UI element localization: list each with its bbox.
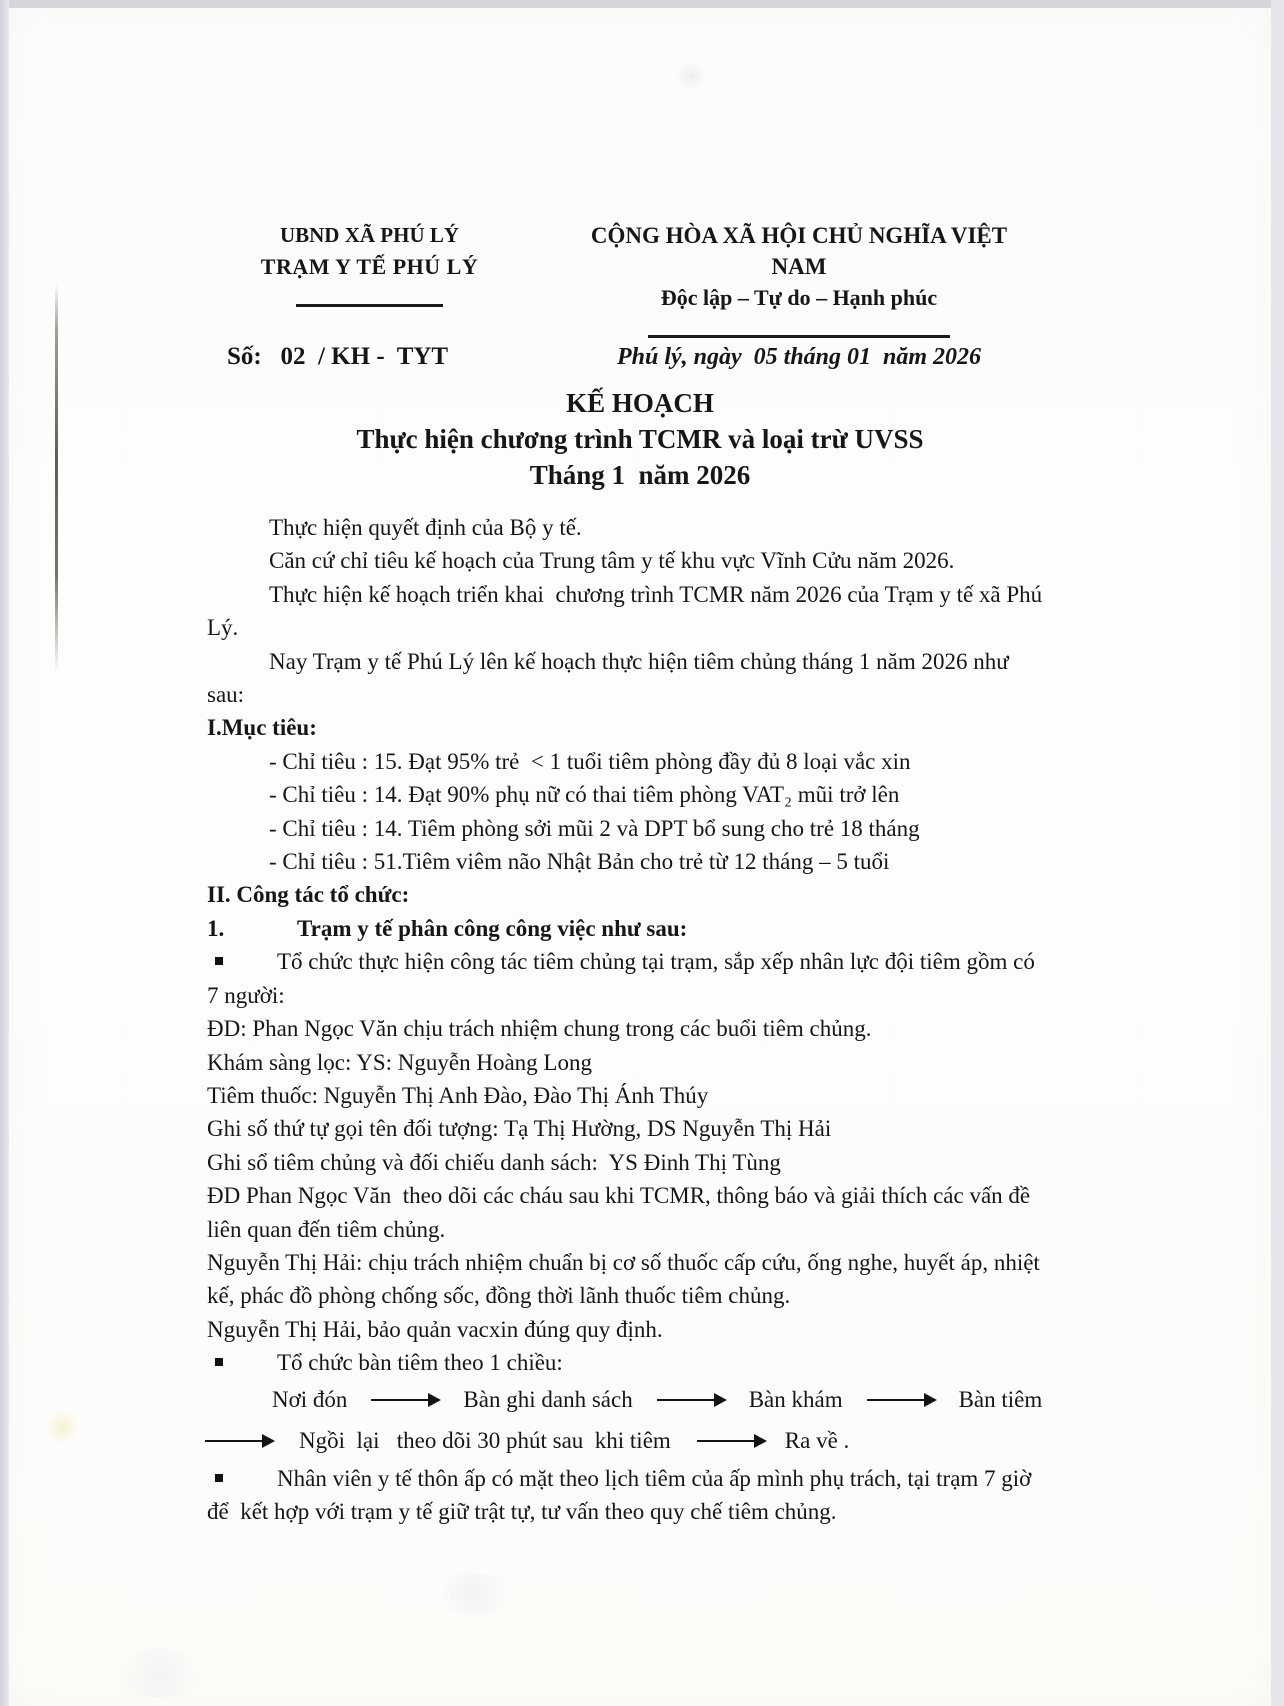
paragraph-text: Khám sàng lọc: YS: Nguyễn Hoàng Long [207,1049,592,1075]
flow-arrow-icon [697,1440,765,1442]
flow-arrow-icon [371,1399,439,1401]
paragraph [207,1313,1050,1346]
paragraph-text: Tiêm thuốc: Nguyễn Thị Anh Đào, Đào Thị Ánh Thúy [207,1082,709,1108]
flow-row [207,1380,1050,1421]
document-page [9,8,1271,1706]
paragraph [207,778,1050,811]
body-text [207,511,1050,1528]
paragraph [207,544,1050,577]
paragraph-text: Nguyễn Thị Hải: chịu trách nhiệm chuẩn bị cơ số thuốc cấp cứu, ống nghe, huyết áp, nhiệt kế, phác đồ phòng chống sốc, đồng thời lãnh thuốc tiêm chủng. [207,1249,1046,1309]
paragraph [207,1046,1050,1079]
paragraph-text: Tổ chức bàn tiêm theo 1 chiều: [277,1350,563,1376]
scanner-edge-right [1271,0,1284,1706]
paragraph [207,1246,1050,1313]
paragraph-text: Ghi số thứ tự gọi tên đối tượng: Tạ Thị Hường, DS Nguyễn Thị Hải [207,1116,832,1142]
square-bullet-icon [215,1358,223,1366]
paragraph-text: Trạm y tế phân công công việc như sau: [297,915,688,941]
paragraph [207,1179,1050,1246]
paragraph [207,878,1050,911]
paper-smudge [674,63,708,89]
paragraph-text: ĐD: Phan Ngọc Văn chịu trách nhiệm chung trong các buổi tiêm chủng. [207,1016,872,1042]
paragraph-text: - Chỉ tiêu : 14. Tiêm phòng sởi mũi 2 và DPT bổ sung cho trẻ 18 tháng [269,815,920,841]
paragraph-text: Thực hiện kế hoạch triển khai chương trình TCMR năm 2026 của Trạm y tế xã Phú Lý. [207,581,1048,641]
paragraph [207,845,1050,878]
issuing-authority-parent: UBND XÃ PHÚ LÝ [279,223,460,247]
flow-row [205,1421,1050,1462]
flow-step: Bàn ghi danh sách [463,1387,633,1413]
paragraph [207,578,1050,645]
scanner-edge-top [0,0,1284,8]
paragraph [207,511,1050,544]
square-bullet-icon [215,1474,223,1482]
scanner-edge-left [0,0,9,1706]
paragraph-text: I.Mục tiêu: [207,715,317,741]
issuing-authority: TRẠM Y TẾ PHÚ LÝ [260,254,479,279]
paragraph [207,645,1050,712]
header-right [564,220,1034,338]
paragraph [207,1346,1050,1379]
document-number: Số: 02 / KH - TYT [227,343,449,370]
paragraph-text: II. Công tác tổ chức: [207,882,410,908]
flow-step: Ngồi lại theo dõi 30 phút sau khi tiêm [299,1428,671,1454]
document-title-block [9,385,1271,493]
flow-arrow-icon [205,1440,273,1442]
paper-smudge [104,1648,214,1698]
paragraph [207,1079,1050,1112]
flow-step: Bàn tiêm [958,1387,1043,1413]
paragraph [207,711,1050,744]
header-rule-left [296,304,443,307]
paragraph-text: Tổ chức thực hiện công tác tiêm chủng tại trạm, sắp xếp nhân lực đội tiêm gồm có 7 người: [207,949,1041,1008]
flow-arrow-icon [657,1399,725,1401]
document-subtitle: Thực hiện chương trình TCMR và loại trừ UVSS [356,424,924,454]
paragraph [207,1462,1050,1529]
paragraph-text: Thực hiện quyết định của Bộ y tế. [269,515,582,540]
paragraph-text: ĐD Phan Ngọc Văn theo dõi các cháu sau khi TCMR, thông báo và giải thích các vấn đề liên quan đến tiêm chủng. [207,1183,1036,1242]
paragraph-text: Nguyễn Thị Hải, bảo quản vacxin đúng quy định. [207,1316,663,1342]
flow-arrow-icon [867,1399,935,1401]
paragraph [207,1012,1050,1045]
paragraph [207,945,1050,1012]
flow-step: Bàn khám [748,1387,843,1413]
paragraph [207,745,1050,778]
paragraph-text: Căn cứ chỉ tiêu kế hoạch của Trung tâm y tế khu vực Vĩnh Cửu năm 2026. [269,548,955,574]
paragraph-text: - Chỉ tiêu : 51.Tiêm viêm não Nhật Bản cho trẻ từ 12 tháng – 5 tuổi [269,849,890,875]
paper-smudge [45,1410,79,1444]
document-title: KẾ HOẠCH [566,388,714,418]
paragraph-text: Nhân viên y tế thôn ấp có mặt theo lịch tiêm của ấp mình phụ trách, tại trạm 7 giờ để kết hợp với trạm y tế giữ trật tự, tư vấn theo quy chế tiêm chủng. [207,1465,1038,1524]
square-bullet-icon [215,957,223,965]
paragraph [207,1112,1050,1145]
national-title: CỘNG HÒA XÃ HỘI CHỦ NGHĨA VIỆT NAM [590,223,1008,279]
flow-step: Nơi đón [272,1387,348,1413]
place-date-line: Phú lý, ngày 05 tháng 01 năm 2026 [616,344,982,370]
header-left [157,220,582,307]
paragraph-text: - Chỉ tiêu : 14. Đạt 90% phụ nữ có thai tiêm phòng VAT₂ mũi trở lên [269,782,900,808]
paragraph-number: 1. [207,915,225,941]
paragraph-text: Ghi sổ tiêm chủng và đối chiếu danh sách: YS Đinh Thị Tùng [207,1149,781,1175]
paragraph [207,812,1050,845]
paragraph-text: - Chỉ tiêu : 15. Đạt 95% trẻ < 1 tuổi tiêm phòng đầy đủ 8 loại vắc xin [269,748,911,774]
header-rule-right [648,335,950,338]
paragraph-text: Nay Trạm y tế Phú Lý lên kế hoạch thực hiện tiêm chủng tháng 1 năm 2026 như sau: [207,648,1015,708]
paragraph [207,912,1050,945]
flow-step: Ra về . [784,1428,850,1454]
document-period: Tháng 1 năm 2026 [529,460,751,490]
national-motto: Độc lập – Tự do – Hạnh phúc [660,285,938,310]
paper-smudge [429,1573,519,1615]
paragraph [207,1146,1050,1179]
